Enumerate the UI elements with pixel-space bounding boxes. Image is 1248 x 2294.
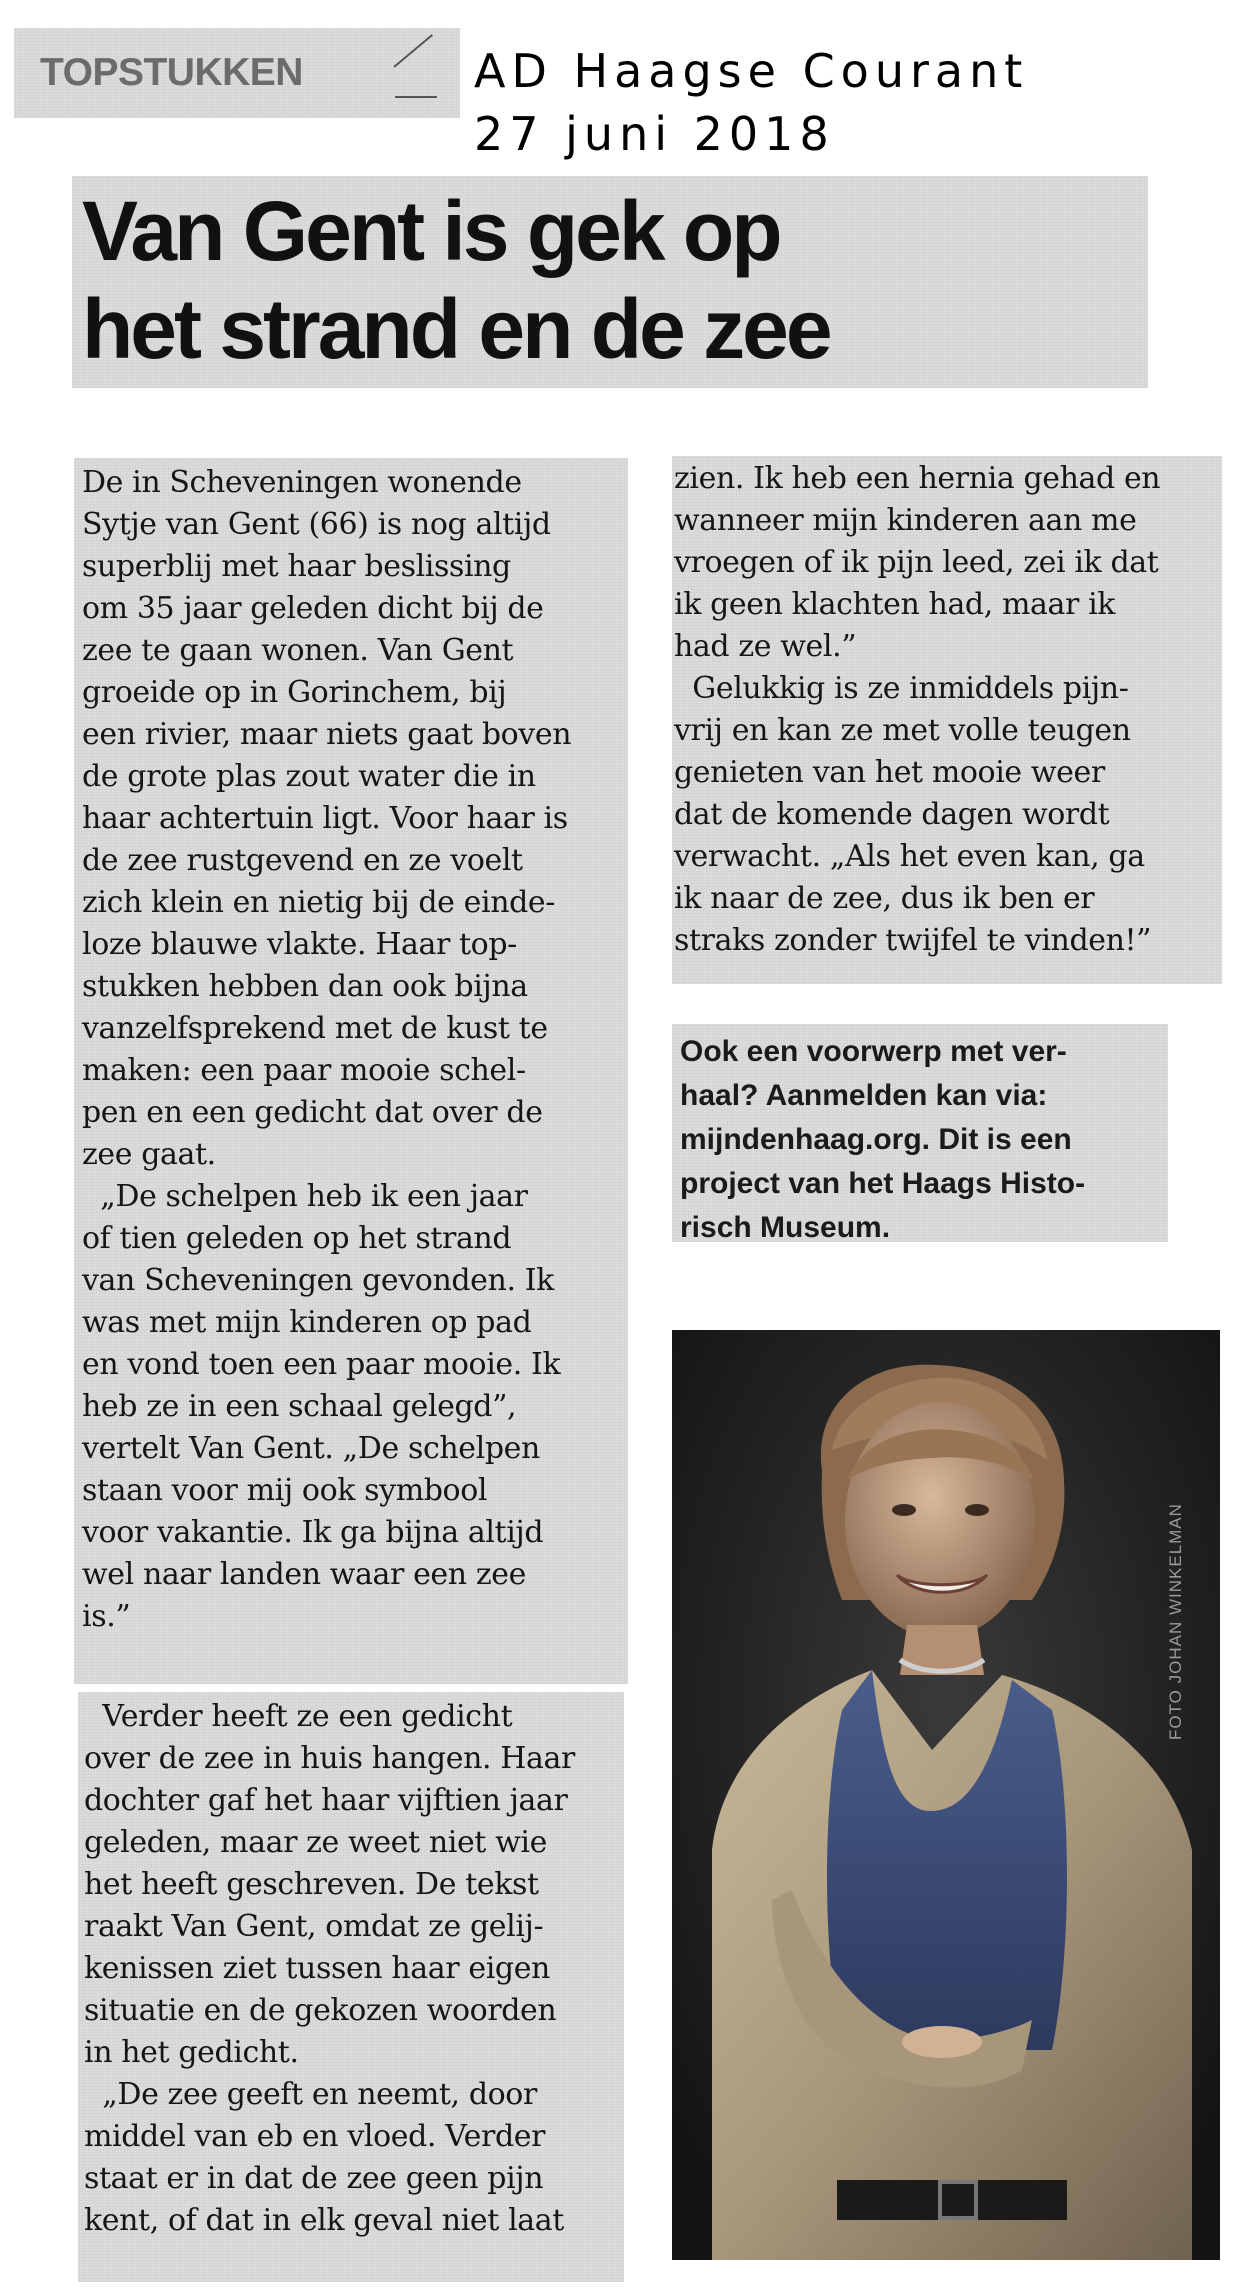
portrait-photo <box>672 1330 1220 2260</box>
section-label-box <box>14 28 460 118</box>
article-line: staan voor mij ook symbool <box>82 1473 488 1508</box>
article-column-2 <box>78 1692 624 2282</box>
article-line: vanzelfsprekend met de kust te <box>82 1011 548 1046</box>
article-line: over de zee in huis hangen. Haar <box>84 1741 575 1776</box>
article-line: wel naar landen waar een zee <box>82 1557 526 1592</box>
article-line: straks zonder twijfel te vinden!” <box>674 923 1152 958</box>
article-line: maken: een paar mooie schel- <box>82 1053 526 1088</box>
promo-line: project van het Haags Histo- <box>680 1167 1086 1200</box>
article-line: of tien geleden op het strand <box>82 1221 512 1256</box>
article-line: voor vakantie. Ik ga bijna altijd <box>82 1515 544 1550</box>
photo-credit: FOTO JOHAN WINKELMAN <box>1166 1503 1185 1740</box>
article-line: ik naar de zee, dus ik ben er <box>674 881 1095 916</box>
headline-line: het strand en de zee <box>82 282 830 376</box>
article-line: superblij met haar beslissing <box>82 549 511 584</box>
promo-box <box>672 1024 1168 1242</box>
article-line: De in Scheveningen wonende <box>82 465 522 500</box>
publication-date: 27 juni 2018 <box>474 107 835 161</box>
article-line: en vond toen een paar mooie. Ik <box>82 1347 561 1382</box>
headline <box>82 182 1142 378</box>
article-line: wanneer mijn kinderen aan me <box>674 503 1137 538</box>
article-line: kenissen ziet tussen haar eigen <box>84 1951 550 1986</box>
article-line: Verder heeft ze een gedicht <box>84 1699 513 1734</box>
article-line: ik geen klachten had, maar ik <box>674 587 1116 622</box>
article-column-3 <box>672 456 1222 984</box>
section-label: TOPSTUKKEN <box>40 51 303 94</box>
article-line: zee gaat. <box>82 1137 216 1172</box>
promo-line: risch Museum. <box>680 1211 891 1244</box>
label-rule-divider <box>395 96 437 98</box>
article-line: was met mijn kinderen op pad <box>82 1305 532 1340</box>
article-line: van Scheveningen gevonden. Ik <box>82 1263 554 1298</box>
article-line: zee te gaan wonen. Van Gent <box>82 633 514 668</box>
article-line: vertelt Van Gent. „De schelpen <box>82 1431 540 1466</box>
article-line: staat er in dat de zee geen pijn <box>84 2161 544 2196</box>
article-line: pen en een gedicht dat over de <box>82 1095 543 1130</box>
headline-box <box>72 176 1148 388</box>
promo-line: Ook een voorwerp met ver- <box>680 1035 1067 1068</box>
article-line: zien. Ik heb een hernia gehad en <box>674 461 1161 496</box>
article-line: Sytje van Gent (66) is nog altijd <box>82 507 551 542</box>
headline-line: Van Gent is gek op <box>82 184 780 278</box>
article-line: om 35 jaar geleden dicht bij de <box>82 591 544 626</box>
article-line: had ze wel.” <box>674 629 857 664</box>
article-line: situatie en de gekozen woorden <box>84 1993 557 2028</box>
article-line: een rivier, maar niets gaat boven <box>82 717 572 752</box>
article-line: dochter gaf het haar vijftien jaar <box>84 1783 568 1818</box>
publication-info <box>474 40 1114 166</box>
article-line: zich klein en nietig bij de einde- <box>82 885 556 920</box>
promo-line: mijndenhaag.org. Dit is een <box>680 1123 1072 1156</box>
article-line: de zee rustgevend en ze voelt <box>82 843 523 878</box>
article-line: genieten van het mooie weer <box>674 755 1105 790</box>
promo-line: haal? Aanmelden kan via: <box>680 1079 1048 1112</box>
article-line: loze blauwe vlakte. Haar top- <box>82 927 517 962</box>
article-line: vrij en kan ze met volle teugen <box>674 713 1131 748</box>
article-line: het heeft geschreven. De tekst <box>84 1867 539 1902</box>
article-line: Gelukkig is ze inmiddels pijn- <box>674 671 1129 706</box>
article-line: stukken hebben dan ook bijna <box>82 969 528 1004</box>
article-line: is.” <box>82 1599 131 1634</box>
article-line: verwacht. „Als het even kan, ga <box>674 839 1145 874</box>
publication-name: AD Haagse Courant <box>474 44 1029 98</box>
article-line: geleden, maar ze weet niet wie <box>84 1825 547 1860</box>
article-line: groeide op in Gorinchem, bij <box>82 675 507 710</box>
article-line: raakt Van Gent, omdat ze gelij- <box>84 1909 544 1944</box>
article-line: „De zee geeft en neemt, door <box>84 2077 537 2112</box>
article-line: middel van eb en vloed. Verder <box>84 2119 546 2154</box>
article-line: de grote plas zout water die in <box>82 759 536 794</box>
article-line: haar achtertuin ligt. Voor haar is <box>82 801 568 836</box>
article-line: heb ze in een schaal gelegd”, <box>82 1389 517 1424</box>
article-column-1 <box>74 458 628 1684</box>
article-line: vroegen of ik pijn leed, zei ik dat <box>674 545 1159 580</box>
article-line: „De schelpen heb ik een jaar <box>82 1179 528 1214</box>
article-line: kent, of dat in elk geval niet laat <box>84 2203 564 2238</box>
article-line: in het gedicht. <box>84 2035 299 2070</box>
article-line: dat de komende dagen wordt <box>674 797 1110 832</box>
portrait-illustration <box>672 1330 1220 2260</box>
